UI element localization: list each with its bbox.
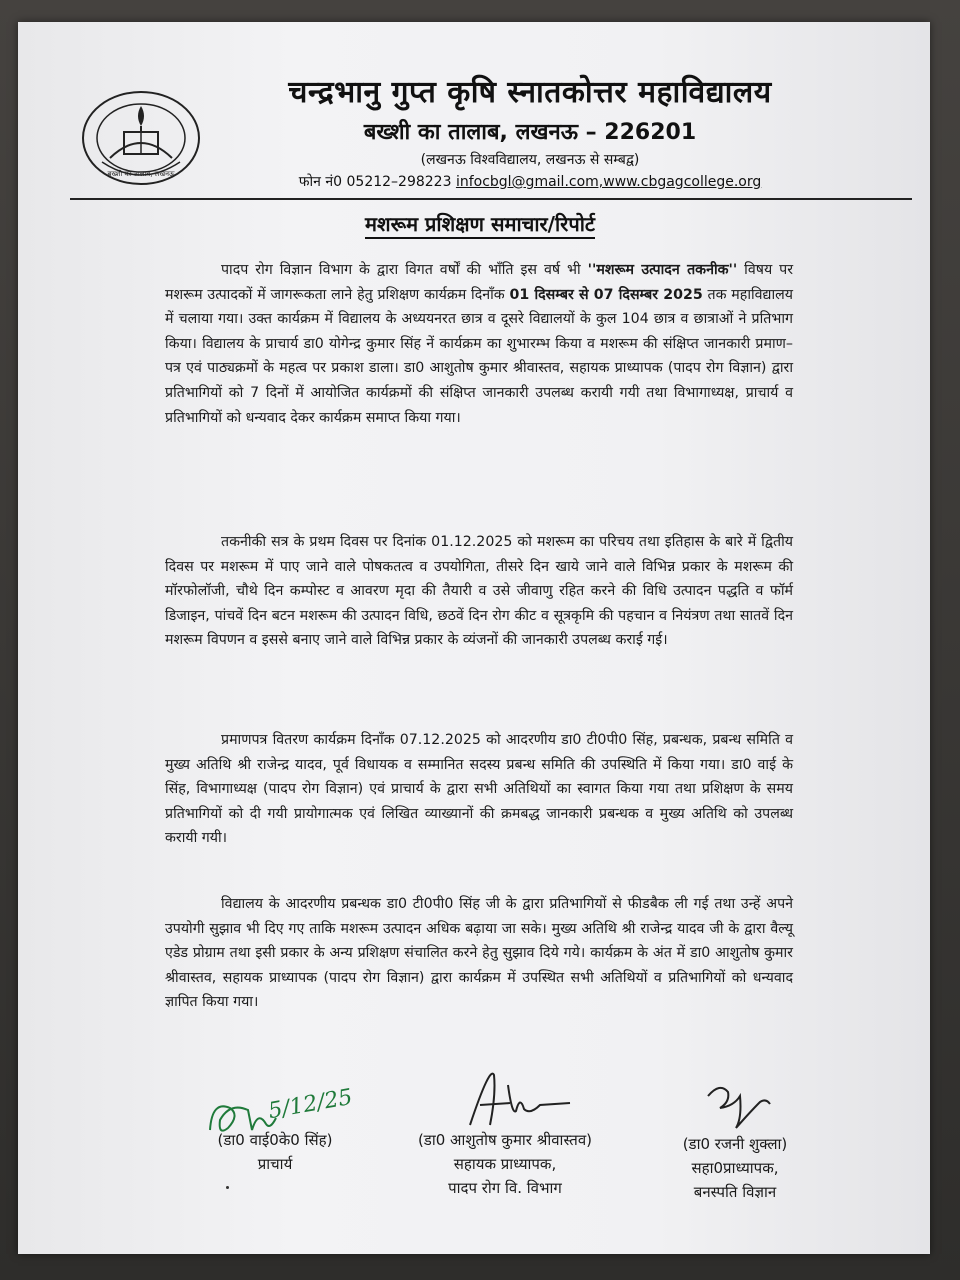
paragraph-2: तकनीकी सत्र के प्रथम दिवस पर दिनांक 01.12.2025 को मशरूम का परिचय तथा इतिहास के बारे में द्वितीय दिवस पर मशरूम में पाए जाने वाले पोषकतत्व व उपयोगिता, तीसरे दिन खाये जाने वाले विभिन्न प्रकार के मशरूम की मॉरफोलॉजी, चौथे दिन कम्पोस्ट व आवरण मृदा की तैयारी व उसे जीवाणु रहित करने की विधि उत्पादन पद्धति व फॉर्म डिजाइन, पांचवें दिन बटन मशरूम की उत्पादन विधि, छठवें दिन रोग कीट व सूत्रकृमि की पहचान व नियंत्रण तथा सातवें दिन मशरूम विपणन व इससे बनाए जाने वाले विभिन्न प्रकार के व्यंजनों की जानकारी उपलब्ध कराई गई।: [165, 534, 793, 649]
signatory-designation: प्राचार्य: [257, 1155, 293, 1173]
signatory-principal: [180, 1128, 370, 1176]
signatory-name: (डा0 वाई0के0 सिंह): [217, 1131, 333, 1149]
ink-dot: [226, 1186, 229, 1189]
signatory-name: (डा0 रजनी शुक्ला): [682, 1135, 788, 1153]
email-website: infocbgl@gmail.com,www.cbgagcollege.org: [455, 174, 762, 190]
phone-number: फोन नं0 05212–298223: [298, 174, 452, 190]
signatory-designation: सहा0प्राध्यापक,: [691, 1159, 779, 1177]
college-emblem-icon: [80, 88, 202, 188]
signatory-department: बनस्पति विज्ञान: [693, 1183, 777, 1201]
signatory-name: (डा0 आशुतोष कुमार श्रीवास्तव): [417, 1131, 593, 1149]
college-name: चन्द्रभानु गुप्त कृषि स्नातकोत्तर महाविद्यालय: [288, 75, 772, 110]
handwritten-date: 5/12/25: [266, 1084, 355, 1125]
paragraph-3: प्रमाणपत्र वितरण कार्यक्रम दिनाँक 07.12.2025 को आदरणीय डा0 टी0पी0 सिंह, प्रबन्धक, प्रबन्ध समिति व मुख्य अतिथि श्री राजेन्द्र यादव, पूर्व विधायक व सम्मानित सदस्य प्रबन्ध समिति की उपस्थिति में किया गया। डा0 वाई के सिंह, विभागाध्यक्ष (पादप रोग विज्ञान) एवं प्राचार्य के द्वारा सभी अतिथियों का स्वागत किया गया तथा प्रशिक्षण के समय प्रतिभागियों को दी गयी प्रायोगात्मक एवं लिखित व्याख्यानों की क्रमबद्ध जानकारी प्रबन्धक व मुख्य अतिथि को उपलब्ध करायी गयी।: [165, 732, 793, 847]
rajni-shukla-signature-icon: [700, 1082, 780, 1132]
paragraph-1: पादप रोग विज्ञान विभाग के द्वारा विगत वर्षों की भाँति इस वर्ष भी ''मशरूम उत्पादन तकनीक'' विषय पर मशरूम उत्पादकों में जागरूकता लाने हेतु प्रशिक्षण कार्यक्रम दिनाँक 01 दिसम्बर से 07 दिसम्बर 2025 तक महाविद्यालय में चलाया गया। उक्त कार्यक्रम में विद्यालय के अध्ययनरत छात्र व दूसरे विद्यालयों के कुल 104 छात्र व छात्राओं ने प्रतिभाग किया। विद्यालय के प्राचार्य डा0 योगेन्द्र कुमार सिंह नें कार्यक्रम का शुभारम्भ किया व मशरूम की संक्षिप्त जानकारी प्रमाण–पत्र एवं पाठ्यक्रमों के महत्व पर प्रकाश डाला। डा0 आशुतोष कुमार श्रीवास्तव, सहायक प्राध्यापक (पादप रोग विज्ञान) द्वारा प्रतिभागियों को 7 दिनों में आयोजित कार्यक्रमों की संक्षिप्त जानकारी उपलब्ध करायी गयी तथा विभागाध्यक्ष, प्राचार्य व प्रतिभागियों को धन्यवाद देकर कार्यक्रम समाप्त किया गया।: [165, 262, 794, 426]
signatory-designation: सहायक प्राध्यापक,: [453, 1155, 557, 1173]
college-address: बख्शी का तालाब, लखनऊ – 226201: [363, 120, 697, 145]
paragraph-4: विद्यालय के आदरणीय प्रबन्धक डा0 टी0पी0 सिंह जी के द्वारा प्रतिभागियों से फीडबैक ली गई तथा उन्हें अपने उपयोगी सुझाव भी दिए गए ताकि मशरूम उत्पादन अधिक बढ़ाया जा सके। मुख्य अतिथि श्री राजेन्द्र यादव जी के द्वारा वैल्यू एडेड प्रोग्राम तथा इसी प्रकार के अन्य प्रशिक्षण संचालित करने हेतु सुझाव दिये गये। कार्यक्रम के अंत में डा0 आशुतोष कुमार श्रीवास्तव, सहायक प्राध्यापक (पादप रोग विज्ञान) द्वारा कार्यक्रम में उपस्थित सभी अतिथियों व प्रतिभागियों को धन्यवाद ज्ञापित किया गया।: [165, 896, 793, 1011]
college-affiliation: (लखनऊ विश्वविद्यालय, लखनऊ से सम्बद्व): [420, 152, 640, 168]
college-contact: [230, 172, 830, 191]
asst-professor-signature-icon: [460, 1065, 580, 1135]
svg-text:बख्शी का तालाब, लखनऊ: बख्शी का तालाब, लखनऊ: [107, 170, 175, 178]
signatory-asst-professor: [375, 1128, 635, 1200]
signatory-department: पादप रोग वि. विभाग: [448, 1179, 562, 1197]
signatory-rajni-shukla: [650, 1132, 820, 1204]
header-divider: [70, 198, 912, 200]
report-title: मशरूम प्रशिक्षण समाचार/रिपोर्ट: [0, 210, 960, 237]
